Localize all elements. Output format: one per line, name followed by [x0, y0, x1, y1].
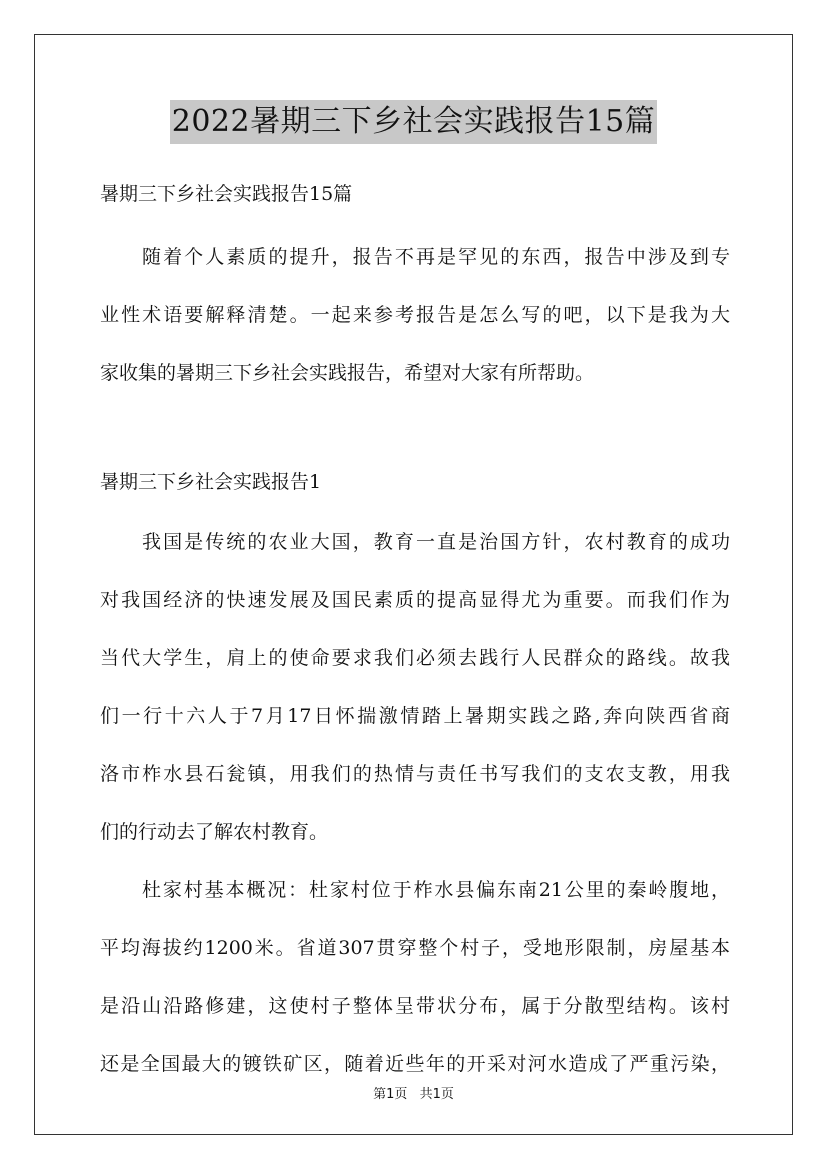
intro-paragraph — [100, 228, 730, 402]
para1-line-4: 们一行十六人于7月17日怀揣激情踏上暑期实践之路,奔向陕西省商 — [100, 705, 730, 727]
intro-line-1: 随着个人素质的提升，报告不再是罕见的东西，报告中涉及到专 — [142, 246, 730, 268]
para1-line-5: 洛市柞水县石瓮镇，用我们的热情与责任书写我们的支农支教，用我 — [100, 763, 730, 785]
para1-line-6: 们的行动去了解农村教育。 — [100, 821, 329, 843]
document-title — [0, 100, 827, 144]
document-subtitle: 暑期三下乡社会实践报告15篇 — [100, 183, 353, 205]
page-number: 第1页 — [373, 1087, 408, 1102]
section-heading: 暑期三下乡社会实践报告1 — [100, 471, 322, 493]
para1-line-1: 我国是传统的农业大国，教育一直是治国方针，农村教育的成功 — [142, 531, 730, 553]
para2-line-3: 是沿山沿路修建，这使村子整体呈带状分布，属于分散型结构。该村 — [100, 995, 730, 1017]
para1-line-2: 对我国经济的快速发展及国民素质的提高显得尤为重要。而我们作为 — [100, 589, 730, 611]
intro-line-2: 业性术语要解释清楚。一起来参考报告是怎么写的吧，以下是我为大 — [100, 304, 730, 326]
paragraph-2 — [100, 861, 730, 1093]
document-title-text: 2022暑期三下乡社会实践报告15篇 — [170, 100, 658, 144]
para2-line-1: 杜家村基本概况：杜家村位于柞水县偏东南21公里的秦岭腹地， — [142, 879, 730, 901]
para2-line-2: 平均海拔约1200米。省道307贯穿整个村子，受地形限制，房屋基本 — [100, 937, 730, 959]
intro-line-3: 家收集的暑期三下乡社会实践报告，希望对大家有所帮助。 — [100, 362, 595, 384]
page-footer — [0, 1083, 827, 1102]
paragraph-1 — [100, 513, 730, 861]
document-body — [100, 170, 730, 1093]
para1-line-3: 当代大学生，肩上的使命要求我们必须去践行人民群众的路线。故我 — [100, 647, 730, 669]
para2-line-4: 还是全国最大的镀铁矿区，随着近些年的开采对河水造成了严重污染， — [100, 1053, 730, 1075]
page-total: 共1页 — [419, 1087, 454, 1102]
